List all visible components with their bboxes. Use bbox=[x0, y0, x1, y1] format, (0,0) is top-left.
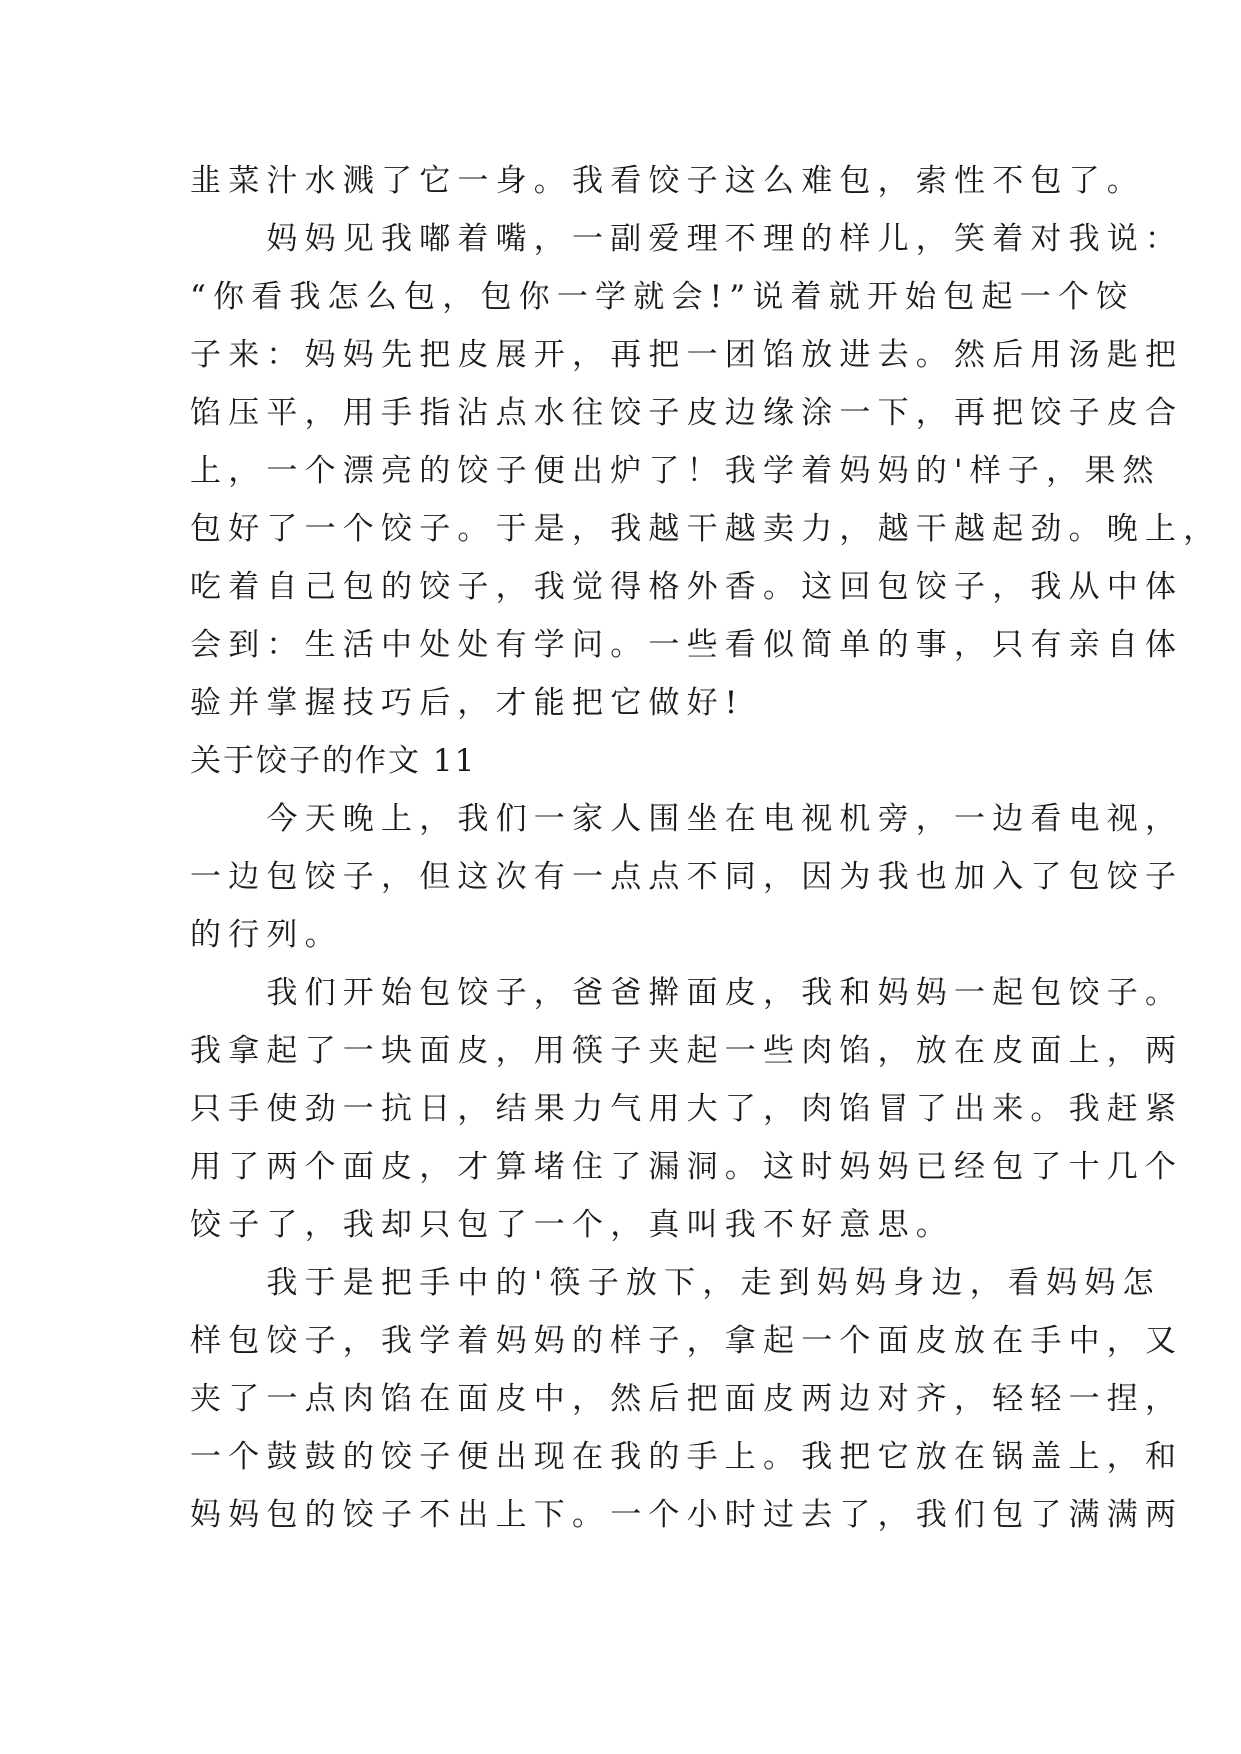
section-heading: 关于饺子的作文 11 bbox=[190, 743, 477, 779]
text-line: 我于是把手中的'筷子放下，走到妈妈身边，看妈妈怎 bbox=[190, 1265, 1161, 1301]
text-line: 一个鼓鼓的饺子便出现在我的手上。我把它放在锅盖上，和 bbox=[190, 1439, 1184, 1475]
text-line: 今天晚上，我们一家人围坐在电视机旁，一边看电视， bbox=[190, 801, 1184, 837]
text-line: 上，一个漂亮的饺子便出炉了！我学着妈妈的'样子，果然 bbox=[190, 453, 1161, 489]
text-line: 会到：生活中处处有学问。一些看似简单的事，只有亲自体 bbox=[190, 627, 1184, 663]
text-line: 妈妈包的饺子不出上下。一个小时过去了，我们包了满满两 bbox=[190, 1497, 1184, 1533]
text-line: 只手使劲一抗日，结果力气用大了，肉馅冒了出来。我赶紧 bbox=[190, 1091, 1184, 1127]
text-line: 样包饺子，我学着妈妈的样子，拿起一个面皮放在手中，又 bbox=[190, 1323, 1184, 1359]
text-line: 子来：妈妈先把皮展开，再把一团馅放进去。然后用汤匙把 bbox=[190, 337, 1184, 373]
text-line: 用了两个面皮，才算堵住了漏洞。这时妈妈已经包了十几个 bbox=[190, 1149, 1184, 1185]
text-line: 夹了一点肉馅在面皮中，然后把面皮两边对齐，轻轻一捏， bbox=[190, 1381, 1184, 1417]
text-line: 馅压平，用手指沾点水往饺子皮边缘涂一下，再把饺子皮合 bbox=[190, 395, 1184, 431]
text-line: 吃着自己包的饺子，我觉得格外香。这回包饺子，我从中体 bbox=[190, 569, 1184, 605]
text-line: “你看我怎么包，包你一学就会!”说着就开始包起一个饺 bbox=[190, 279, 1135, 315]
text-line: 饺子了，我却只包了一个，真叫我不好意思。 bbox=[190, 1207, 954, 1243]
text-line: 我拿起了一块面皮，用筷子夹起一些肉馅，放在皮面上，两 bbox=[190, 1033, 1184, 1069]
text-line: 包好了一个饺子。于是，我越干越卖力，越干越起劲。晚上， bbox=[190, 511, 1222, 547]
text-line: 韭菜汁水溅了它一身。我看饺子这么难包，索性不包了。 bbox=[190, 163, 1145, 199]
text-line: 我们开始包饺子，爸爸擀面皮，我和妈妈一起包饺子。 bbox=[190, 975, 1184, 1011]
text-line: 一边包饺子，但这次有一点点不同，因为我也加入了包饺子 bbox=[190, 859, 1184, 895]
text-line: 的行列。 bbox=[190, 917, 343, 953]
text-line: 验并掌握技巧后，才能把它做好! bbox=[190, 685, 745, 721]
text-line: 妈妈见我嘟着嘴，一副爱理不理的样儿，笑着对我说： bbox=[190, 221, 1184, 257]
